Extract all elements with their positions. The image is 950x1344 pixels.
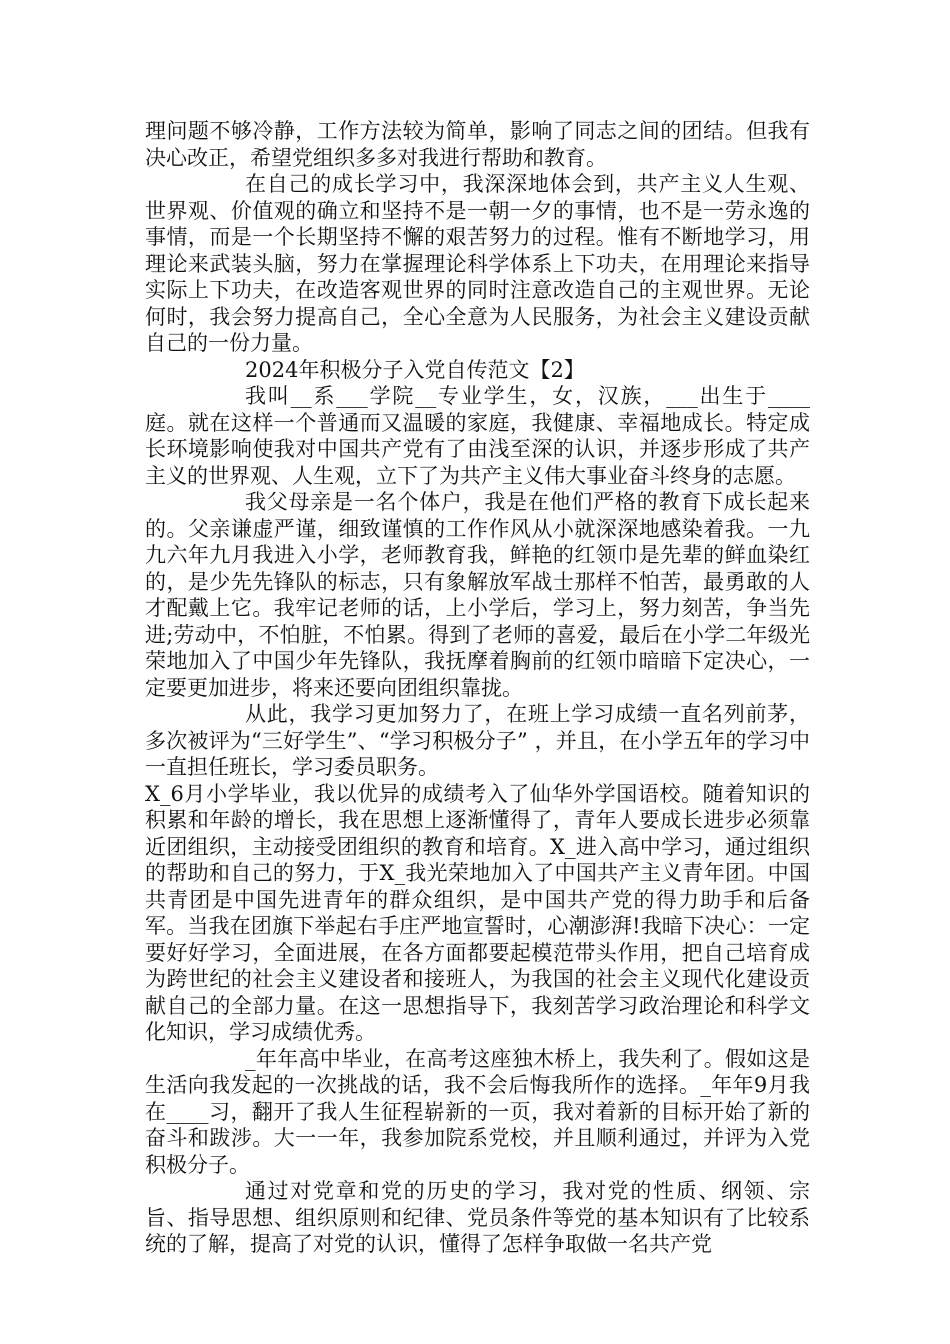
paragraph-introduction: 我叫__系___学院__专业学生，女，汉族，___出生于____庭。就在这样一个普通而又温暖的家庭，我健康、幸福地成长。特定成长环境影响使我对中国共产党有了由浅至深的认识，并逐步形成了共产主义的世界观、人生观，立下了为共产主义伟大事业奋斗终身的志愿。 [145, 384, 810, 488]
section-heading: 2024年积极分子入党自传范文【2】 [245, 357, 585, 382]
document-body [145, 118, 810, 1258]
paragraph-growth-reflection: 在自己的成长学习中，我深深地体会到，共产主义人生观、世界观、价值观的确立和坚持不是一朝一夕的事情，也不是一劳永逸的事情，而是一个长期坚持不懈的艰苦努力的过程。惟有不断地学习，用理论来武装头脑，努力在掌握理论科学体系上下功夫，在用理论来指导实际上下功夫，在改造客观世界的同时注意改造自己的主观世界。无论何时，我会努力提高自己，全心全意为人民服务，为社会主义建设贡献自己的一份力量。 [145, 172, 810, 355]
paragraph-continuation: 理问题不够冷静，工作方法较为简单，影响了同志之间的团结。但我有决心改正，希望党组织多多对我进行帮助和教育。 [145, 119, 810, 170]
paragraph-youth-league: X_6月小学毕业，我以优异的成绩考入了仙华外学国语校。随着知识的积累和年龄的增长，我在思想上逐渐懂得了，青年人要成长进步必须靠近团组织，主动接受团组织的教育和培育。X_进入高中学习，通过组织的帮助和自己的努力，于X_我光荣地加入了中国共产主义青年团。中国共青团是中国先进青年的群众组织，是中国共产党的得力助手和后备军。当我在团旗下举起右手庄严地宣誓时，心潮澎湃!我暗下决心：一定要好好学习，全面进展，在各方面都要起模范带头作用，把自己培育成为跨世纪的社会主义建设者和接班人，为我国的社会主义现代化建设贡献自己的全部力量。在这一思想指导下，我刻苦学习政治理论和科学文化知识，学习成绩优秀。 [145, 781, 810, 1044]
paragraph-honors: 从此，我学习更加努力了，在班上学习成绩一直名列前茅，多次被评为“三好学生”、“学习积极分子” ，并且，在小学五年的学习中一直担任班长，学习委员职务。 [145, 702, 810, 779]
paragraph-family-primary-school: 我父母亲是一名个体户，我是在他们严格的教育下成长起来的。父亲谦虚严谨，细致谨慎的工作作风从小就深深地感染着我。一九九六年九月我进入小学，老师教育我，鲜艳的红领巾是先辈的鲜血染红的，是少先先锋队的标志，只有象解放军战士那样不怕苦，最勇敢的人才配戴上它。我牢记老师的话，上小学后，学习上，努力刻苦，争当先进;劳动中，不怕脏，不怕累。得到了老师的喜爱，最后在小学二年级光荣地加入了中国少年先锋队，我抚摩着胸前的红领巾暗暗下定决心，一定要更加进步，将来还要向团组织靠拢。 [145, 490, 810, 700]
paragraph-college-entry: _年年高中毕业，在高考这座独木桥上，我失利了。假如这是生活向我发起的一次挑战的话，我不会后悔我所作的选择。_年年9月我在____习，翻开了我人生征程崭新的一页，我对着新的目标开始了新的奋斗和跋涉。大一一年，我参加院系党校，并且顺利通过，并评为入党积极分子。 [145, 1046, 810, 1177]
paragraph-party-study: 通过对党章和党的历史的学习，我对党的性质、纲领、宗旨、指导思想、组织原则和纪律、党员条件等党的基本知识有了比较系统的了解，提高了对党的认识，懂得了怎样争取做一名共产党 [145, 1179, 810, 1256]
